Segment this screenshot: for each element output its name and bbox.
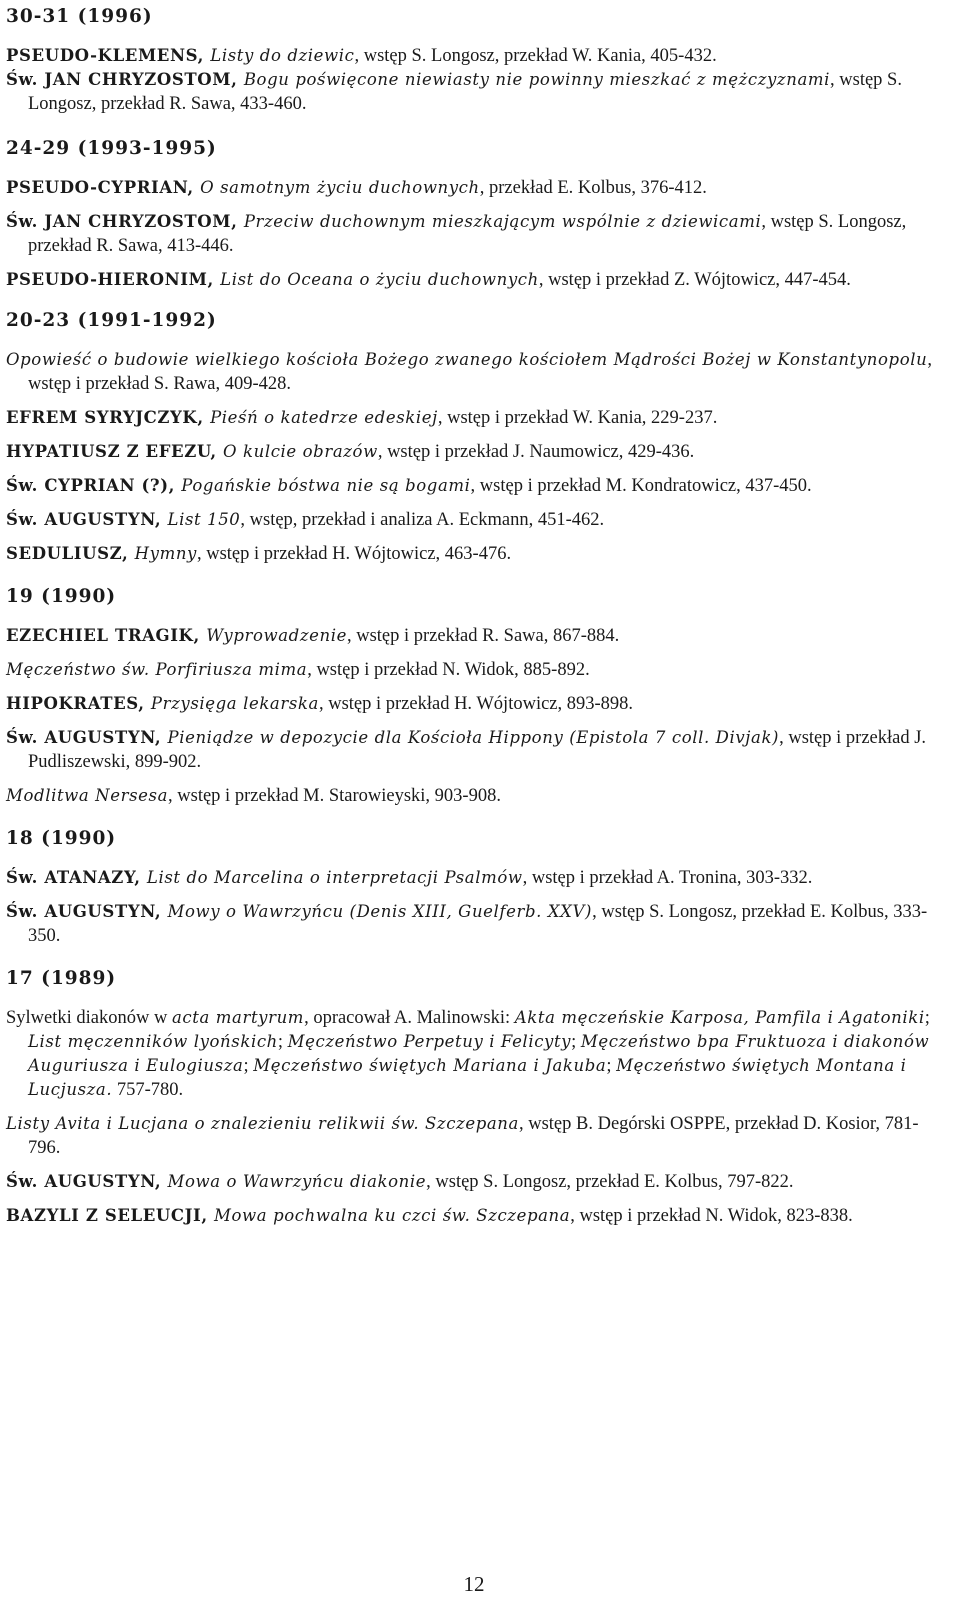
- entry-title: Mowa pochwalna ku czci św. Szczepana: [214, 1206, 571, 1225]
- entry-author: HIPOKRATES,: [6, 694, 151, 713]
- entry-title: List do Marcelina o interpretacji Psalmów: [146, 868, 523, 887]
- entry-title: Mowa o Wawrzyńcu diakonie: [167, 1172, 427, 1191]
- entry-title: Męczeństwo św. Porfiriusza mima: [6, 660, 308, 679]
- entry-details: , wstęp i przekład J. Naumowicz, 429-436.: [377, 442, 695, 462]
- entry-title: O kulcie obrazów: [223, 442, 378, 461]
- entry-details: , wstęp S. Longosz, przekład W. Kania, 405-432.: [354, 46, 717, 66]
- entry-title: Męczeństwo bpa Fruktuoza i diakonów Auguriusza i Eulogiusza: [28, 1032, 930, 1075]
- entry-details: , wstęp i przekład Z. Wójtowicz, 447-454.: [538, 270, 851, 290]
- bibliography-entry: [6, 658, 942, 682]
- entry-title: Akta męczeńskie Karposa, Pamfila i Agatoniki: [514, 1008, 925, 1027]
- entry-author: PSEUDO-HIERONIM,: [6, 270, 221, 289]
- entry-title: Modlitwa Nersesa: [6, 786, 169, 805]
- entry-author: Św. JAN CHRYZOSTOM,: [6, 212, 244, 231]
- entry-details: , wstęp S. Longosz, przekład R. Sawa, 433-460.: [28, 70, 902, 114]
- entry-details: 757-780.: [112, 1080, 184, 1100]
- document-page: [6, 0, 942, 1228]
- entry-title: Przysięga lekarska: [150, 694, 319, 713]
- section-heading: 19 (1990): [6, 586, 117, 607]
- page-number: 12: [463, 1572, 485, 1596]
- entry-details: , wstęp i przekład A. Tronina, 303-332.: [522, 868, 813, 888]
- entry-details: , wstęp, przekład i analiza A. Eckmann, 451-462.: [240, 510, 605, 530]
- bibliography-entry: [6, 900, 942, 948]
- bibliography-entry: [6, 44, 942, 68]
- entry-title: Opowieść o budowie wielkiego kościoła Bożego zwanego kościołem Mądrości Bożej w Konstantynopolu: [6, 350, 928, 369]
- section-heading: 17 (1989): [6, 968, 117, 989]
- bibliography-entry: [6, 210, 942, 258]
- entry-author: PSEUDO-CYPRIAN,: [6, 178, 201, 197]
- entry-details: , wstęp i przekład S. Rawa, 409-428.: [28, 350, 932, 394]
- entry-title: Męczeństwo świętych Montana i Lucjusza.: [28, 1056, 907, 1099]
- entry-title: Męczeństwo świętych Mariana i Jakuba: [253, 1056, 607, 1075]
- entry-author: Św. ATANAZY,: [6, 868, 147, 887]
- entry-details: , wstęp B. Degórski OSPPE, przekład D. Kosior, 781-796.: [28, 1114, 919, 1158]
- entry-details: , wstęp i przekład H. Wójtowicz, 893-898.: [318, 694, 634, 714]
- entry-title: List męczenników lyońskich: [28, 1032, 278, 1051]
- entry-author: BAZYLI Z SELEUCJI,: [6, 1206, 215, 1225]
- entry-author: EZECHIEL TRAGIK,: [6, 626, 207, 645]
- entry-title: Wyprowadzenie: [206, 626, 347, 645]
- entry-details: , wstęp i przekład M. Starowieyski, 903-908.: [168, 786, 501, 806]
- entry-title: List 150: [167, 510, 241, 529]
- entry-details: ;: [243, 1056, 254, 1076]
- entry-author: Św. AUGUSTYN,: [6, 902, 168, 921]
- bibliography-entry: [6, 406, 942, 430]
- entry-author: SEDULIUSZ,: [6, 544, 135, 563]
- entry-details: , przekład E. Kolbus, 376-412.: [479, 178, 707, 198]
- entry-title: Bogu poświęcone niewiasty nie powinny mieszkać z mężczyznami: [243, 70, 831, 89]
- entry-details: ;: [571, 1032, 581, 1052]
- bibliography-entry: [6, 542, 942, 566]
- bibliography-entry: [6, 866, 942, 890]
- entry-details: , wstęp i przekład W. Kania, 229-237.: [437, 408, 718, 428]
- entry-author: Św. CYPRIAN (?),: [6, 476, 182, 495]
- bibliography-entry: [6, 348, 942, 396]
- bibliography-entry: [6, 508, 942, 532]
- entry-title: Przeciw duchownym mieszkającym wspólnie z dziewicami: [243, 212, 762, 231]
- entry-author: EFREM SYRYJCZYK,: [6, 408, 211, 427]
- entry-details: , wstęp i przekład H. Wójtowicz, 463-476.: [196, 544, 512, 564]
- entry-details: , opracował A. Malinowski:: [304, 1008, 515, 1028]
- entry-title: O samotnym życiu duchownych: [200, 178, 480, 197]
- entry-title: Listy Avita i Lucjana o znalezieniu relikwii św. Szczepana: [6, 1114, 519, 1133]
- bibliography-entry: [6, 268, 942, 292]
- entry-details: ;: [606, 1056, 617, 1076]
- bibliography-entry: [6, 440, 942, 464]
- bibliography-entry: [6, 1170, 942, 1194]
- entry-author: Św. AUGUSTYN,: [6, 728, 168, 747]
- entry-title: Listy do dziewic: [210, 46, 355, 65]
- entry-details: , wstęp i przekład J. Pudliszewski, 899-902.: [28, 728, 927, 772]
- entry-details: ;: [924, 1008, 930, 1028]
- entry-author: Św. JAN CHRYZOSTOM,: [6, 70, 244, 89]
- entry-author: Św. AUGUSTYN,: [6, 1172, 168, 1191]
- entry-title: Pieniądze w depozycie dla Kościoła Hippony (Epistola 7 coll. Divjak): [167, 728, 780, 747]
- bibliography-entry: [6, 176, 942, 200]
- section-heading: 18 (1990): [6, 828, 117, 849]
- section-heading: 30-31 (1996): [6, 6, 153, 27]
- bibliography-entry: [6, 68, 942, 116]
- entry-title: Mowy o Wawrzyńcu (Denis XIII, Guelferb. XXV): [167, 902, 593, 921]
- bibliography-entry: [6, 474, 942, 498]
- entry-title: Hymny: [134, 544, 197, 563]
- entry-author: PSEUDO-KLEMENS,: [6, 46, 211, 65]
- bibliography-entry: [6, 784, 942, 808]
- entry-details: , wstęp S. Longosz, przekład E. Kolbus, 333-350.: [28, 902, 928, 946]
- entry-details: , wstęp S. Longosz, przekład E. Kolbus, 797-822.: [426, 1172, 794, 1192]
- section-heading: 24-29 (1993-1995): [6, 138, 217, 159]
- bibliography-entry: [6, 1006, 942, 1102]
- entry-details: ;: [277, 1032, 288, 1052]
- section-heading: 20-23 (1991-1992): [6, 310, 217, 331]
- entry-details: , wstęp i przekład R. Sawa, 867-884.: [346, 626, 620, 646]
- entry-author: HYPATIUSZ Z EFEZU,: [6, 442, 224, 461]
- bibliography-entry: [6, 1112, 942, 1160]
- entry-title: List do Oceana o życiu duchownych: [220, 270, 539, 289]
- entry-title: Pieśń o katedrze edeskiej: [210, 408, 438, 427]
- bibliography-entry: [6, 726, 942, 774]
- entry-title: acta martyrum: [171, 1008, 305, 1027]
- entry-author: Św. AUGUSTYN,: [6, 510, 168, 529]
- entry-details: Sylwetki diakonów w: [6, 1008, 172, 1028]
- bibliography-entry: [6, 1204, 942, 1228]
- bibliography-entry: [6, 692, 942, 716]
- entry-title: Pogańskie bóstwa nie są bogami: [181, 476, 471, 495]
- entry-details: , wstęp i przekład N. Widok, 885-892.: [307, 660, 590, 680]
- entry-title: Męczeństwo Perpetuy i Felicyty: [287, 1032, 572, 1051]
- entry-details: , wstęp i przekład N. Widok, 823-838.: [570, 1206, 853, 1226]
- entry-details: , wstęp S. Longosz, przekład R. Sawa, 413-446.: [28, 212, 907, 256]
- bibliography-entry: [6, 624, 942, 648]
- entry-details: , wstęp i przekład M. Kondratowicz, 437-450.: [470, 476, 812, 496]
